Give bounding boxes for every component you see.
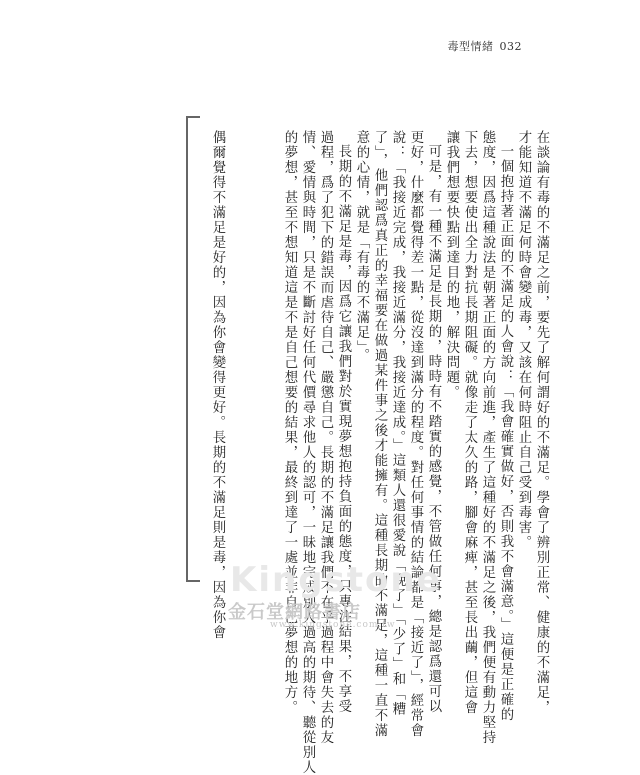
text-column-12: 長期的不滿足是毒，因爲它讓我們對於實現夢想抱持負面的態度，只專注結果，不享受: [336, 144, 351, 714]
text-column-7: 可是，有一種不滿足是長期的，時時有不踏實的感覺，不管做任何事，總是認爲還可以: [426, 144, 441, 714]
text-column-5: 下去，想要使出全力對抗長期阻礙。就像走了太久的路，腳會麻痺，甚至長出繭，但這會: [462, 130, 477, 715]
text-column-1: 在談論有毒的不滿足之前，要先了解何謂好的不滿足。學會了辨別正常、健康的不滿足，: [534, 130, 549, 715]
text-column-14: 情、愛情與時間，只是不斷討好任何代價尋求他人的認可，一昧地完成別人過高的期待、聽從別人: [300, 130, 315, 775]
pull-quote: 偶爾覺得不滿足是好的，因為你會變得更好。長期的不滿足則是毒，因為你會: [210, 130, 225, 640]
page-number: 032: [499, 40, 522, 53]
text-column-3: 一個抱持著正面的不滿足的人會說：「我會確實做好，否則我不會滿意。」這便是正確的: [498, 144, 513, 723]
text-column-2: 才能知道不滿足何時會變成毒，又該在何時阻止自己受到毒害。: [516, 130, 531, 550]
text-column-4: 態度，因爲這種說法是朝著正面的方向前進，產生了這種好的不滿足之後，我們便有動力堅持: [480, 130, 495, 745]
quote-bracket-bottom: [186, 568, 200, 582]
text-column-11: 意的心情，就是「有毒的不滿足」。: [354, 130, 369, 364]
text-column-6: 讓我們想要快點到達目的地，解決問題。: [444, 130, 459, 400]
text-column-13: 過程，爲了犯下的錯誤而虐待自己、嚴懲自己。長期的不滿足讓我們不在乎過程中會失去的友: [318, 130, 333, 745]
text-column-15: 的夢想，甚至不想知道這是不是自己想要的結果，最終到達了一處並非自己夢想的地方。: [282, 130, 297, 715]
text-column-8: 更好，什麼都覺得差一點，從沒達到滿分的程度。對任何事情的結論都是「接近了」，經常會: [408, 130, 423, 739]
watermark-url: www.kingstone.com.tw: [270, 620, 396, 630]
text-column-10: 了」，他們認爲真正的幸福要在做過某件事之後才能擁有。這種長期的不滿足，這種一直不滿: [372, 130, 387, 739]
watermark-text: 金石堂網路書店: [228, 602, 361, 623]
text-column-9: 說：「我接近完成，我接近滿分，我接近達成。」這類人還很愛說「晚了」「少了」和「糟: [390, 130, 405, 717]
running-header: [448, 38, 523, 54]
watermark-brand: Kingstone: [230, 560, 442, 600]
quote-bracket-line: [186, 116, 188, 580]
quote-bracket-top: [186, 116, 200, 130]
header-title: 毒型情緒: [447, 40, 494, 53]
